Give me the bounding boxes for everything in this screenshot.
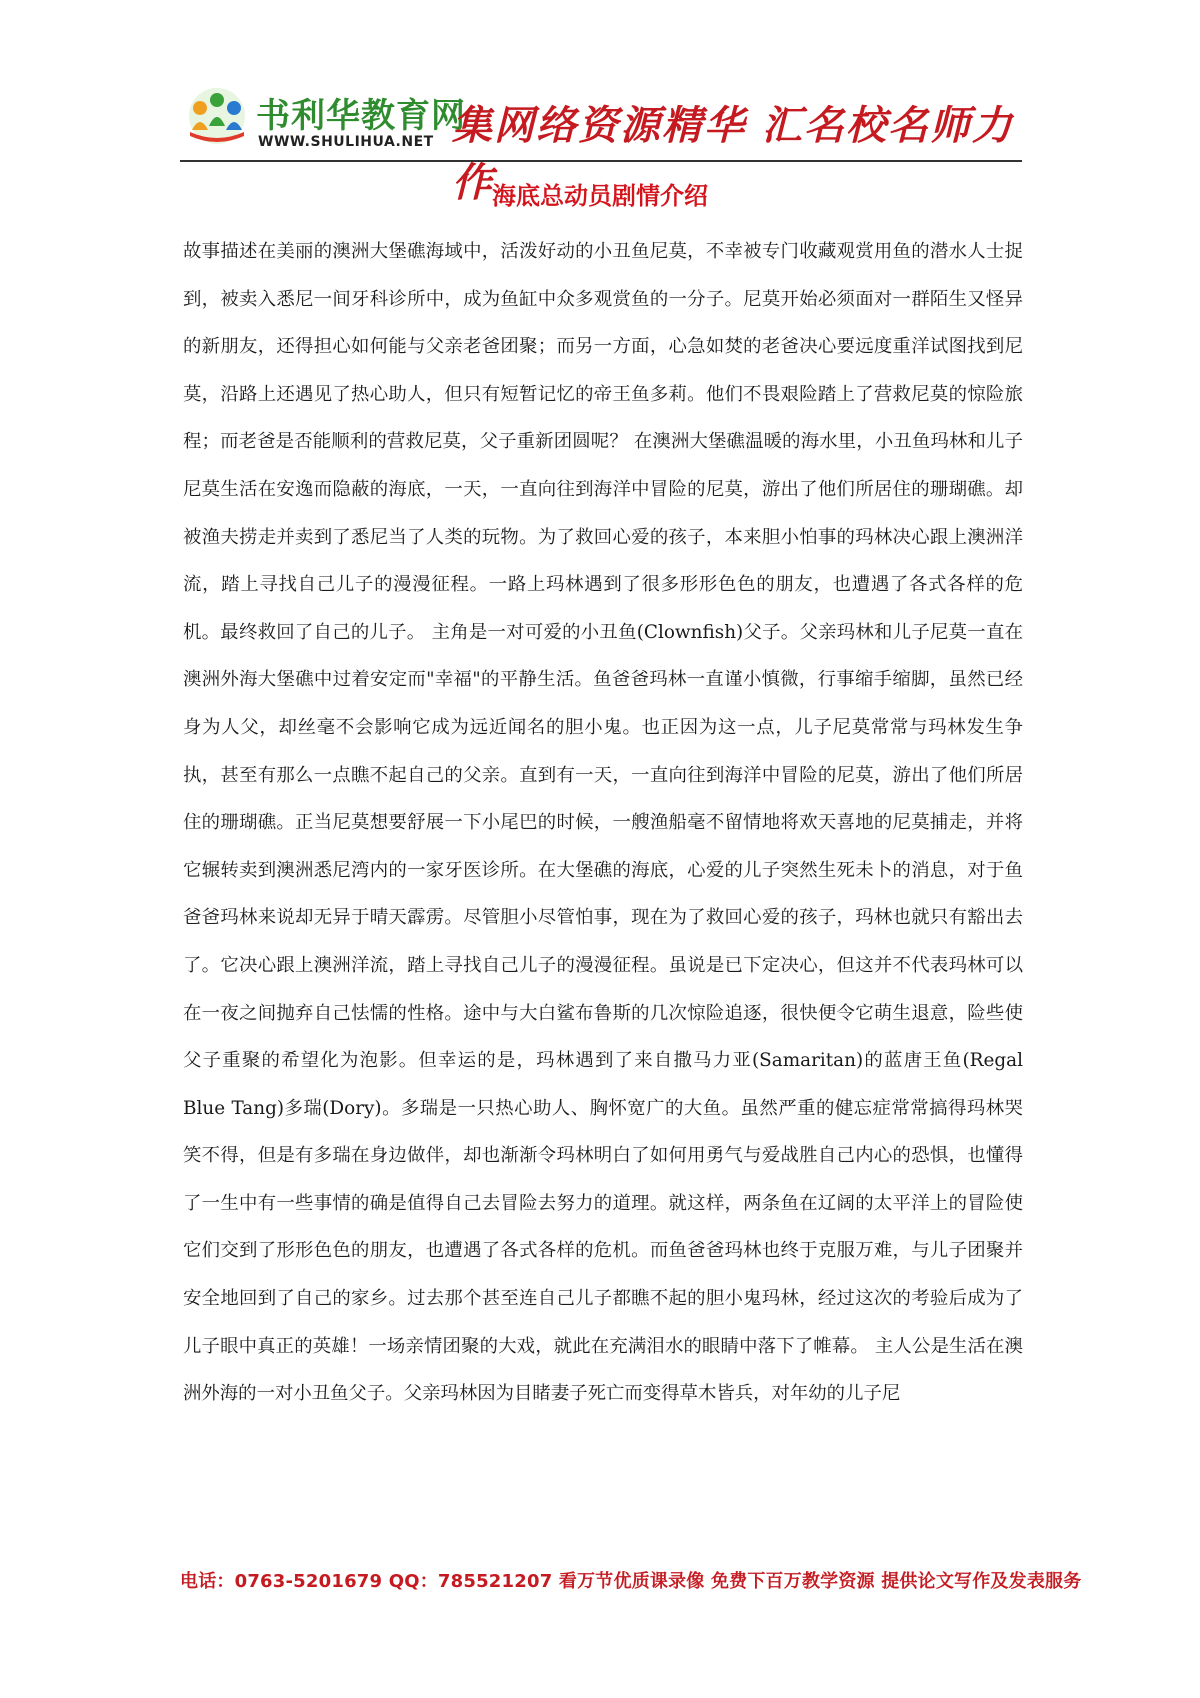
brand-url: WWW.SHULIHUA.NET: [258, 134, 434, 150]
header-divider: [180, 160, 1022, 162]
document-title: 海底总动员剧情介绍: [492, 182, 708, 210]
shulihua-logo-icon: [182, 86, 252, 146]
body-paragraph: 故事描述在美丽的澳洲大堡礁海域中，活泼好动的小丑鱼尼莫，不幸被专门收藏观赏用鱼的潜水人士捉到，被卖入悉尼一间牙科诊所中，成为鱼缸中众多观赏鱼的一分子。尼莫开始必须面对一群陌生又怪异的新朋友，还得担心如何能与父亲老爸团聚；而另一方面，心急如焚的老爸决心要远度重洋试图找到尼莫，沿路上还遇见了热心助人，但只有短暂记忆的帝王鱼多莉。他们不畏艰险踏上了营救尼莫的惊险旅程；而老爸是否能顺利的营救尼莫，父子重新团圆呢？ 在澳洲大堡礁温暖的海水里，小丑鱼玛林和儿子尼莫生活在安逸而隐蔽的海底，一天，一直向往到海洋中冒险的尼莫，游出了他们所居住的珊瑚礁。却被渔夫捞走并卖到了悉尼当了人类的玩物。为了救回心爱的孩子，本来胆小怕事的玛林决心跟上澳洲洋流，踏上寻找自己儿子的漫漫征程。一路上玛林遇到了很多形形色色的朋友，也遭遇了各式各样的危机。最终救回了自己的儿子。 主角是一对可爱的小丑鱼(Clownfish)父子。父亲玛林和儿子尼莫一直在澳洲外海大堡礁中过着安定而"幸福"的平静生活。鱼爸爸玛林一直谨小慎微，行事缩手缩脚，虽然已经身为人父，却丝毫不会影响它成为远近闻名的胆小鬼。也正因为这一点，儿子尼莫常常与玛林发生争执，甚至有那么一点瞧不起自己的父亲。直到有一天，一直向往到海洋中冒险的尼莫，游出了他们所居住的珊瑚礁。正当尼莫想要舒展一下小尾巴的时候，一艘渔船毫不留情地将欢天喜地的尼莫捕走，并将它辗转卖到澳洲悉尼湾内的一家牙医诊所。在大堡礁的海底，心爱的儿子突然生死未卜的消息，对于鱼爸爸玛林来说却无异于晴天霹雳。尽管胆小尽管怕事，现在为了救回心爱的孩子，玛林也就只有豁出去了。它决心跟上澳洲洋流，踏上寻找自己儿子的漫漫征程。虽说是已下定决心，但这并不代表玛林可以在一夜之间抛弃自己怯懦的性格。途中与大白鲨布鲁斯的几次惊险追逐，很快便令它萌生退意，险些使父子重聚的希望化为泡影。但幸运的是，玛林遇到了来自撒马力亚(Samaritan)的蓝唐王鱼(Regal Blue Tang)多瑞(Dory)。多瑞是一只热心助人、胸怀宽广的大鱼。虽然严重的健忘症常常搞得玛林哭笑不得，但是有多瑞在身边做伴，却也渐渐令玛林明白了如何用勇气与爱战胜自己内心的恐惧，也懂得了一生中有一些事情的确是值得自己去冒险去努力的道理。就这样，两条鱼在辽阔的太平洋上的冒险使它们交到了形形色色的朋友，也遭遇了各式各样的危机。而鱼爸爸玛林也终于克服万难，与儿子团聚并安全地回到了自己的家乡。过去那个甚至连自己儿子都瞧不起的胆小鬼玛林，经过这次的考验后成为了儿子眼中真正的英雄！一场亲情团聚的大戏，就此在充满泪水的眼睛中落下了帷幕。 主人公是生活在澳洲外海的一对小丑鱼父子。父亲玛林因为目睹妻子死亡而变得草木皆兵，对年幼的儿子尼: [183, 241, 1023, 1405]
brand-name: 书利华教育网: [256, 96, 466, 136]
footer-contact: 电话：0763-5201679 QQ：785521207 看万节优质课录像 免费下百万教学资源 提供论文写作及发表服务: [180, 1571, 1082, 1592]
header-slogan: 集网络资源精华 汇名校名师力作: [452, 103, 1014, 206]
